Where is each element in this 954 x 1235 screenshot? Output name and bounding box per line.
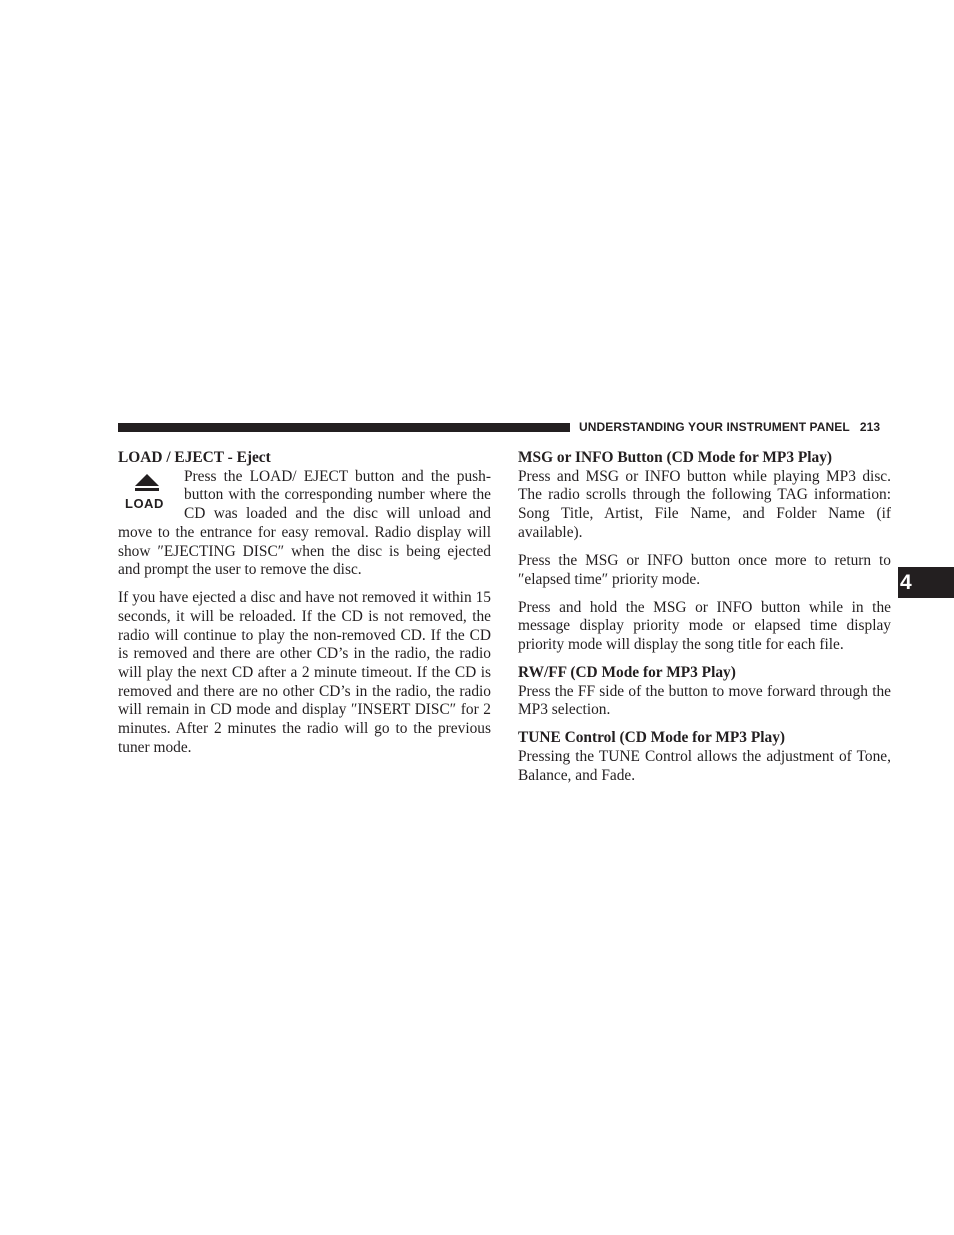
load-icon-label: LOAD: [125, 495, 164, 511]
eject-triangle-icon: [135, 474, 159, 486]
msg-info-paragraph-2: Press the MSG or INFO button once more to return to ″elapsed time″ priority mode.: [518, 551, 891, 588]
msg-info-heading: MSG or INFO Button (CD Mode for MP3 Play): [518, 449, 833, 466]
load-eject-paragraph-2: If you have ejected a disc and have not removed it within 15 seconds, it will be reloaded. If the CD is not removed, the radio will continue to play the non-removed CD. If the CD is removed and there are other CD’s in the radio, the radio will play the next CD after a 2 minute timeout. If the CD is removed and there are no other CD’s in the radio, the radio will remain in CD mode and display ″INSERT DISC″ for 2 minutes. After 2 minutes the radio will go to the previous tuner mode.: [118, 589, 491, 756]
section-title: UNDERSTANDING YOUR INSTRUMENT PANEL: [579, 420, 850, 434]
msg-info-paragraph-1: Press and MSG or INFO button while playing MP3 disc. The radio scrolls through the following TAG information: Song Title, Artist, File Name, and Folder Name (if available).: [518, 467, 891, 541]
rw-ff-heading: RW/FF (CD Mode for MP3 Play): [518, 663, 736, 681]
load-eject-paragraph-1: Press the LOAD/ EJECT button and the push-button with the corresponding number where the CD was loaded and the disc will unload and move to the entrance for easy removal. Radio display will show ″EJECTING DISC″ when the disc is being ejected and prompt the user to remove the disc.: [118, 467, 491, 579]
load-eject-heading: LOAD / EJECT - Eject: [118, 449, 271, 466]
tune-heading: TUNE Control (CD Mode for MP3 Play): [518, 729, 786, 747]
page-number: 213: [859, 420, 881, 434]
chapter-tab: 4: [898, 567, 954, 598]
right-column: [518, 449, 891, 785]
load-eject-icon: [118, 473, 176, 523]
eject-bar-icon: [135, 488, 159, 491]
rw-ff-paragraph: Press the FF side of the button to move forward through the MP3 selection.: [518, 682, 891, 719]
running-header: [579, 420, 880, 434]
msg-info-paragraph-3: Press and hold the MSG or INFO button while in the message display priority mode or elapsed time display priority mode will display the song title for each file.: [518, 598, 891, 653]
header-rule: [118, 423, 570, 432]
left-column: [118, 449, 491, 758]
tune-paragraph: Pressing the TUNE Control allows the adjustment of Tone, Balance, and Fade.: [518, 748, 891, 784]
